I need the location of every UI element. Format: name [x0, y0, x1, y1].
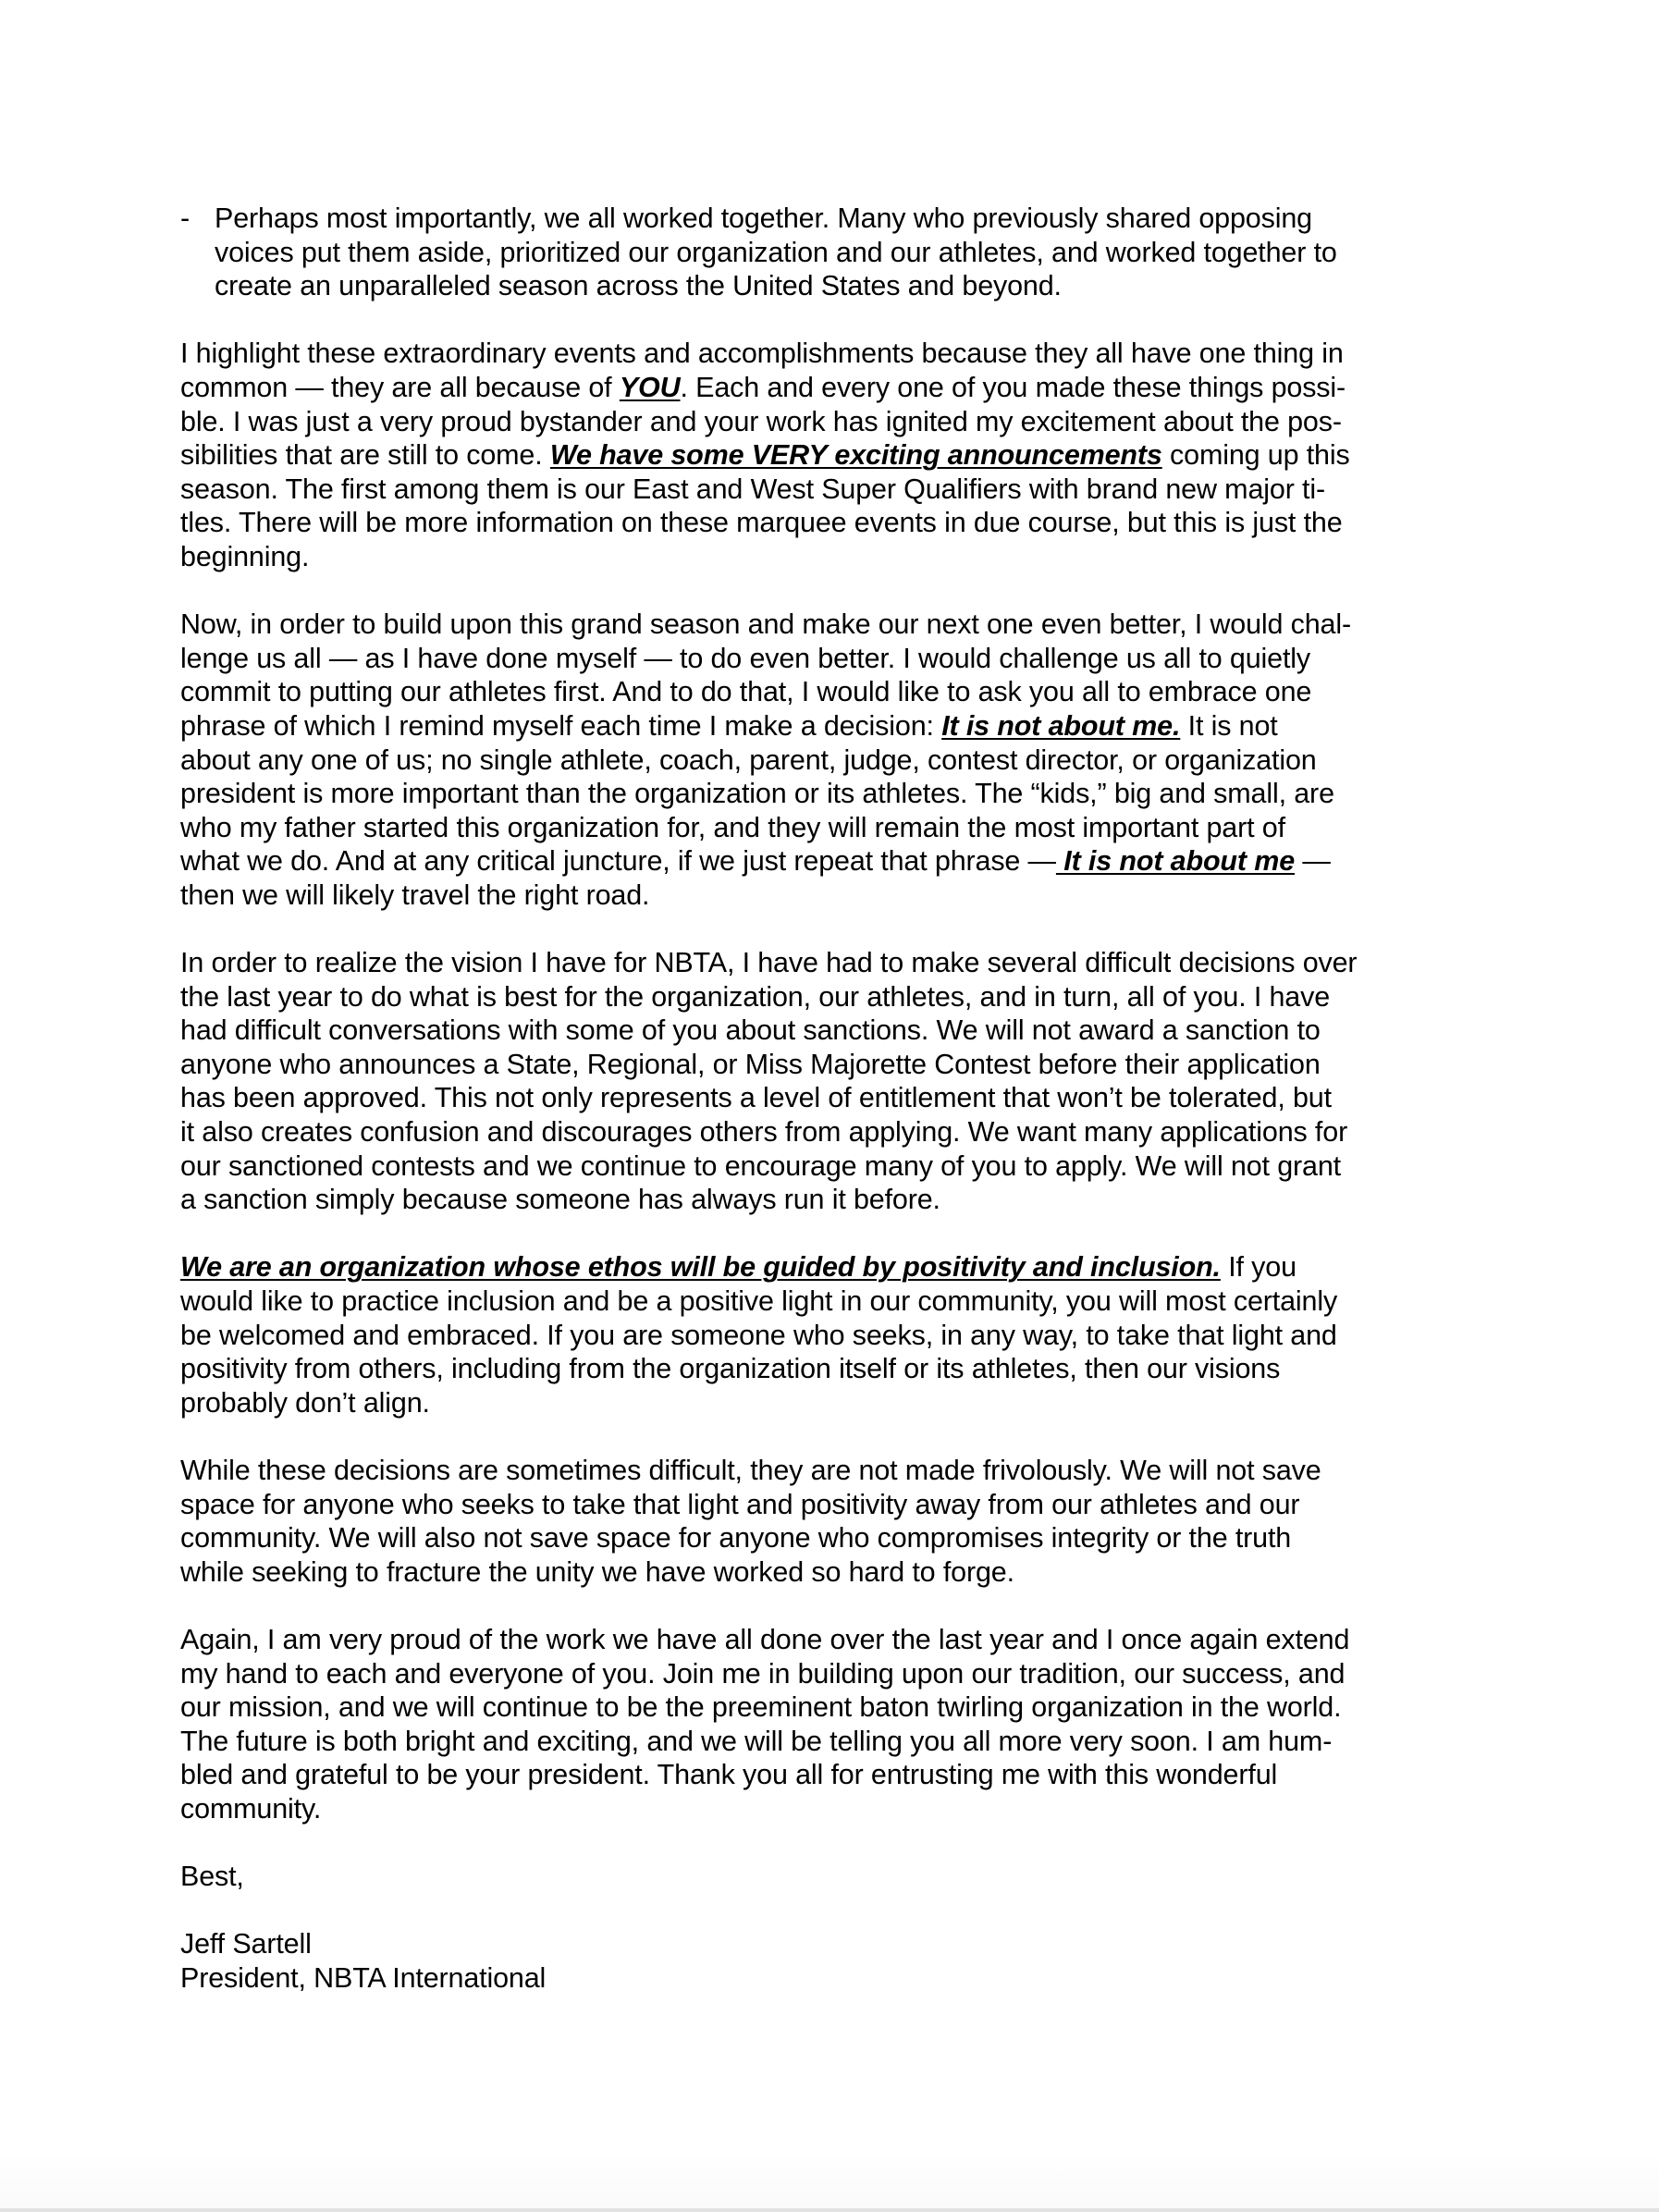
text-segment: who my father started this organization for, and they will remain the most important part of — [180, 811, 1285, 843]
text-segment: season. The first among them is our East and West Super Qualifiers with brand new major ti- — [180, 473, 1325, 505]
text-line — [180, 405, 1493, 439]
text-segment: If you — [1220, 1251, 1296, 1284]
text-segment: ble. I was just a very proud bystander and your work has ignited my excitement about the pos- — [180, 405, 1342, 437]
closing-text: Best, — [180, 1861, 244, 1893]
bullet-text — [215, 202, 1493, 303]
page-bottom-shade — [0, 2153, 1659, 2208]
text-line — [180, 1555, 1493, 1590]
text-line — [215, 269, 1493, 303]
text-line — [180, 1521, 1493, 1555]
text-line — [180, 879, 1493, 913]
text-line — [180, 1725, 1493, 1759]
text-segment: a sanction simply because someone has always run it before. — [180, 1184, 940, 1216]
text-line — [180, 1115, 1493, 1149]
text-segment: probably don’t align. — [180, 1386, 430, 1419]
text-segment: the last year to do what is best for the organization, our athletes, and in turn, all of you. I have — [180, 980, 1331, 1013]
text-line — [180, 608, 1493, 642]
text-segment: . Each and every one of you made these things possi- — [680, 371, 1346, 403]
text-segment: The future is both bright and exciting, and we will be telling you all more very soon. I am hum- — [180, 1725, 1333, 1757]
text-segment: has been approved. This not only represents a level of entitlement that won’t be tolerated, but — [180, 1082, 1332, 1114]
text-line — [180, 1319, 1493, 1353]
text-line — [180, 743, 1493, 778]
paragraph — [180, 946, 1493, 1217]
text-line — [180, 675, 1493, 709]
text-line — [180, 1048, 1493, 1082]
text-segment: community. We will also not save space for anyone who compromises integrity or the truth — [180, 1522, 1292, 1555]
text-line — [180, 1792, 1493, 1826]
text-segment: bled and grateful to be your president. Thank you all for entrusting me with this wonderful — [180, 1759, 1278, 1791]
text-segment: had difficult conversations with some of you about sanctions. We will not award a sanction to — [180, 1014, 1321, 1047]
text-line — [180, 540, 1493, 574]
emphasized-text: We have some VERY exciting announcements — [549, 439, 1162, 472]
paragraph — [180, 608, 1493, 912]
text-line — [180, 1657, 1493, 1691]
text-line — [180, 1284, 1493, 1319]
text-line — [180, 1352, 1493, 1386]
text-line — [180, 1183, 1493, 1217]
paragraph — [180, 1623, 1493, 1826]
text-segment: be welcomed and embraced. If you are someone who seeks, in any way, to take that light and — [180, 1319, 1337, 1351]
text-segment: create an unparalleled season across the United States and beyond. — [215, 270, 1062, 302]
text-segment: It is not — [1180, 709, 1278, 742]
text-segment: my hand to each and everyone of you. Join me in building upon our tradition, our success, and — [180, 1657, 1346, 1690]
paragraph — [180, 337, 1493, 573]
text-segment: coming up this — [1161, 439, 1350, 472]
text-line — [180, 1690, 1493, 1725]
text-line — [180, 337, 1493, 371]
text-segment: then we will likely travel the right road. — [180, 879, 650, 911]
text-segment: our mission, and we will continue to be the preeminent baton twirling organization in the world. — [180, 1691, 1342, 1724]
letter-page — [180, 202, 1493, 2029]
emphasized-text: YOU — [619, 371, 681, 403]
text-line — [180, 371, 1493, 405]
text-line — [180, 1758, 1493, 1792]
text-line — [180, 1250, 1493, 1284]
text-segment: sibilities that are still to come. — [180, 439, 550, 472]
letter-body — [180, 337, 1493, 1825]
text-segment: president is more important than the organization or its athletes. The “kids,” big and small, are — [180, 778, 1334, 810]
text-line — [180, 946, 1493, 980]
text-line — [180, 844, 1493, 879]
page-bottom-border — [0, 2208, 1659, 2212]
text-line — [180, 811, 1493, 845]
text-segment: common — they are all because of — [180, 371, 620, 403]
text-segment: phrase of which I remind myself each time I make a decision: — [180, 709, 942, 742]
text-segment: what we do. And at any critical juncture, if we just repeat that phrase — — [180, 845, 1056, 878]
text-line — [215, 236, 1493, 270]
signature-title: President, NBTA International — [180, 1961, 547, 1994]
text-segment: — — [1295, 845, 1331, 878]
text-segment: Again, I am very proud of the work we have all done over the last year and I once again extend — [180, 1623, 1350, 1655]
text-line — [180, 709, 1493, 743]
signature-block — [180, 1927, 1493, 1995]
text-segment: it also creates confusion and discourages others from applying. We want many applications for — [180, 1116, 1348, 1149]
paragraph — [180, 1454, 1493, 1589]
text-segment: beginning. — [180, 540, 310, 572]
text-segment: anyone who announces a State, Regional, or Miss Majorette Contest before their application — [180, 1048, 1321, 1080]
text-line — [180, 438, 1493, 473]
text-line — [180, 1454, 1493, 1488]
text-line — [180, 506, 1493, 540]
emphasized-text: It is not about me. — [941, 709, 1181, 742]
signature-name: Jeff Sartell — [180, 1928, 312, 1960]
text-segment: positivity from others, including from the organization itself or its athletes, then our visions — [180, 1353, 1281, 1385]
bullet-dash: - — [180, 203, 190, 234]
text-line — [180, 1149, 1493, 1184]
emphasized-text: It is not about me — [1055, 845, 1296, 878]
text-segment: would like to practice inclusion and be a positive light in our community, you will most certainly — [180, 1285, 1338, 1317]
text-line — [180, 1014, 1493, 1048]
text-line — [215, 202, 1493, 236]
text-segment: about any one of us; no single athlete, coach, parent, judge, contest director, or organization — [180, 743, 1317, 776]
text-line — [180, 980, 1493, 1014]
text-line — [180, 777, 1493, 811]
text-line — [180, 1623, 1493, 1657]
emphasized-text: We are an organization whose ethos will be guided by positivity and inclusion. — [180, 1251, 1221, 1284]
text-segment: Perhaps most importantly, we all worked together. Many who previously shared opposing — [215, 203, 1312, 234]
text-line — [180, 1081, 1493, 1115]
text-segment: While these decisions are sometimes difficult, they are not made frivolously. We will not save — [180, 1454, 1321, 1486]
text-line — [180, 473, 1493, 507]
text-segment: commit to putting our athletes first. And to do that, I would like to ask you all to embrace one — [180, 676, 1312, 708]
bullet-item — [180, 202, 1493, 303]
text-segment: our sanctioned contests and we continue to encourage many of you to apply. We will not grant — [180, 1149, 1341, 1182]
text-line — [180, 1488, 1493, 1522]
text-segment: Now, in order to build upon this grand season and make our next one even better, I would chal- — [180, 608, 1352, 641]
text-segment: while seeking to fracture the unity we have worked so hard to forge. — [180, 1555, 1014, 1588]
text-segment: tles. There will be more information on these marquee events in due course, but this is just the — [180, 507, 1343, 539]
text-segment: lenge us all — as I have done myself — to do even better. I would challenge us all to quietly — [180, 642, 1311, 674]
closing — [180, 1860, 1493, 1894]
text-segment: community. — [180, 1792, 322, 1825]
text-segment: I highlight these extraordinary events and accomplishments because they all have one thing in — [180, 338, 1344, 370]
paragraph — [180, 1250, 1493, 1419]
text-segment: voices put them aside, prioritized our organization and our athletes, and worked together to — [215, 236, 1337, 268]
text-segment: In order to realize the vision I have for NBTA, I have had to make several difficult decisions over — [180, 947, 1358, 979]
text-segment: space for anyone who seeks to take that light and positivity away from our athletes and our — [180, 1488, 1300, 1520]
text-line — [180, 642, 1493, 676]
text-line — [180, 1386, 1493, 1420]
